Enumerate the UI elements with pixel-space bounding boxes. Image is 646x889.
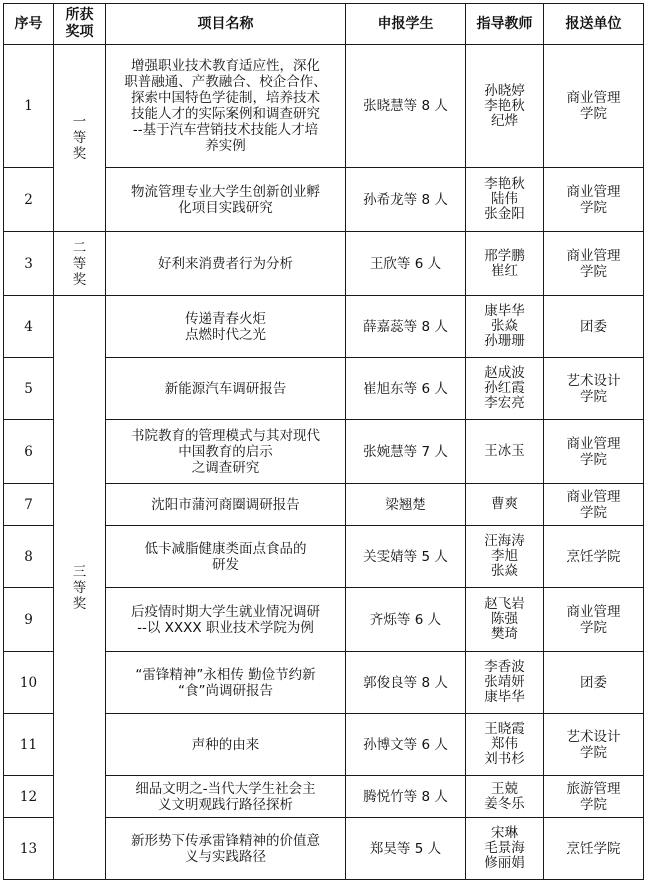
teacher-name: 姜冬乐 [484, 795, 525, 812]
row-number: 13 [4, 818, 54, 880]
unit-line: 旅游管理 [566, 780, 621, 797]
project-title-line: 低卡减脂健康类面点食品的 [144, 540, 307, 557]
unit-line: 学院 [580, 263, 607, 280]
submitting-unit [544, 45, 644, 168]
unit-line: 学院 [580, 106, 607, 122]
teacher-name: 李旭 [491, 548, 518, 564]
project-title-line: 点燃时代之光 [185, 326, 266, 343]
unit-line: 艺术设计 [566, 728, 621, 745]
header-students: 申报学生 [346, 4, 466, 45]
unit-line: 学院 [580, 451, 607, 468]
project-title-line: --基于汽车营销技术技能人才培 [132, 122, 319, 138]
header-seq: 序号 [4, 4, 54, 45]
project-title-line: “食”尚调研报告 [178, 682, 273, 699]
unit-line: 学院 [580, 504, 607, 521]
submitting-unit [544, 484, 644, 526]
row-number: 9 [4, 588, 54, 652]
students: 崔旭东等 6 人 [346, 358, 466, 420]
project-title [106, 652, 346, 714]
teacher-name: 李艳秋 [484, 97, 525, 114]
teacher-name: 赵成波 [484, 365, 525, 381]
project-title [106, 818, 346, 880]
row-number: 7 [4, 484, 54, 526]
teacher-name: 刘书杉 [484, 751, 525, 767]
students: 薛嘉蕊等 8 人 [346, 296, 466, 358]
project-title-line: 义文明观践行路径探析 [158, 796, 293, 813]
header-award-line-1: 所获 [65, 7, 94, 23]
project-title-line: 之调查研究 [191, 459, 260, 476]
teacher-name: 樊琦 [491, 626, 518, 642]
students: 王欣等 6 人 [346, 232, 466, 296]
project-title-line: 声种的由来 [191, 736, 260, 753]
teacher-name: 王晓霞 [484, 721, 525, 737]
award-char: 二 [72, 239, 87, 256]
submitting-unit [544, 652, 644, 714]
row-number: 1 [4, 45, 54, 168]
submitting-unit [544, 714, 644, 776]
project-title-line: 物流管理专业大学生创新创业孵 [131, 183, 320, 200]
teachers [466, 45, 544, 168]
teacher-name: 宋琳 [491, 825, 518, 841]
teachers [466, 168, 544, 232]
award-level-second [54, 232, 106, 296]
project-title-line: 好利来消费者行为分析 [158, 255, 293, 272]
submitting-unit [544, 168, 644, 232]
unit-line: 学院 [580, 744, 607, 761]
project-title-line: 后疫情时期大学生就业情况调研 [131, 603, 320, 620]
unit-line: 烹饪学院 [566, 548, 621, 565]
project-title-line: --以 XXXX 职业技术学院为例 [137, 619, 314, 636]
unit-line: 学院 [580, 619, 607, 636]
row-number: 12 [4, 776, 54, 818]
submitting-unit [544, 818, 644, 880]
teachers [466, 420, 544, 484]
teacher-name: 孙红霞 [484, 380, 525, 396]
project-title-line: “雷锋精神”永相传 勤俭节约新 [135, 666, 316, 683]
teacher-name: 邢学鹏 [484, 247, 525, 264]
project-title [106, 776, 346, 818]
teacher-name: 王冰玉 [484, 443, 525, 459]
submitting-unit [544, 296, 644, 358]
project-title [106, 714, 346, 776]
teacher-name: 王兢 [491, 780, 518, 797]
teacher-name: 郑伟 [491, 736, 518, 752]
teacher-name: 张焱 [491, 318, 518, 334]
teacher-name: 康毕华 [484, 689, 525, 705]
row-number: 4 [4, 296, 54, 358]
project-title-line: 新能源汽车调研报告 [164, 380, 287, 397]
teacher-name: 李宏亮 [484, 395, 525, 411]
awards-table [3, 3, 644, 880]
row-number: 5 [4, 358, 54, 420]
row-number: 8 [4, 526, 54, 588]
submitting-unit [544, 776, 644, 818]
project-title-line: 探索中国特色学徒制，培养技术 [131, 90, 320, 106]
teachers [466, 358, 544, 420]
students: 郑昊等 5 人 [346, 818, 466, 880]
teachers [466, 714, 544, 776]
unit-line: 团委 [580, 318, 607, 335]
header-award-line-2: 奖项 [65, 24, 94, 40]
unit-line: 商业管理 [566, 488, 621, 505]
unit-line: 商业管理 [566, 603, 621, 620]
award-char: 一 [72, 114, 87, 130]
teacher-name: 张靖妍 [484, 674, 525, 690]
award-char: 奖 [72, 595, 87, 612]
project-title-line: 增强职业技术教育适应性，深化 [131, 58, 320, 74]
students: 孙博文等 6 人 [346, 714, 466, 776]
project-title [106, 484, 346, 526]
unit-line: 艺术设计 [566, 372, 621, 389]
teachers [466, 652, 544, 714]
project-title-line: 书院教育的管理模式与其对现代 [131, 427, 320, 444]
teacher-name: 陈强 [491, 611, 518, 627]
unit-line: 团委 [580, 674, 607, 691]
project-title [106, 168, 346, 232]
teacher-name: 赵飞岩 [484, 596, 525, 612]
teachers [466, 818, 544, 880]
row-number: 10 [4, 652, 54, 714]
teachers [466, 232, 544, 296]
award-char: 奖 [72, 146, 87, 162]
award-level-first [54, 45, 106, 232]
project-title [106, 526, 346, 588]
unit-line: 学院 [580, 388, 607, 405]
project-title-line: 中国教育的启示 [178, 443, 273, 460]
teacher-name: 张金阳 [484, 206, 525, 222]
awards-table-body [4, 45, 644, 880]
award-level-third [54, 296, 106, 880]
submitting-unit [544, 232, 644, 296]
project-title-line: 义与实践路径 [185, 848, 266, 865]
unit-line: 商业管理 [566, 183, 621, 200]
table-row [4, 232, 644, 296]
project-title-line: 技能人才的实际案例和调查研究 [131, 106, 320, 122]
row-number: 6 [4, 420, 54, 484]
award-char: 等 [72, 255, 87, 272]
unit-line: 学院 [580, 199, 607, 216]
submitting-unit [544, 420, 644, 484]
teacher-name: 汪海涛 [484, 533, 525, 549]
teacher-name: 康毕华 [484, 303, 525, 319]
project-title-line: 传递青春火炬 [185, 310, 266, 327]
row-number: 11 [4, 714, 54, 776]
award-char: 三 [72, 563, 87, 580]
project-title [106, 45, 346, 168]
award-char: 等 [72, 579, 87, 596]
table-row [4, 296, 644, 358]
row-number: 2 [4, 168, 54, 232]
project-title-line: 沈阳市蒲河商圈调研报告 [151, 496, 300, 513]
header-row [4, 4, 644, 45]
submitting-unit [544, 526, 644, 588]
unit-line: 烹饪学院 [566, 840, 621, 857]
teachers [466, 776, 544, 818]
teachers [466, 296, 544, 358]
students: 腾悦竹等 8 人 [346, 776, 466, 818]
project-title-line: 研发 [212, 556, 239, 573]
project-title [106, 358, 346, 420]
unit-line: 商业管理 [566, 247, 621, 264]
project-title [106, 232, 346, 296]
table-row [4, 45, 644, 168]
teachers [466, 526, 544, 588]
project-title-line: 职普融通、产教融合、校企合作、 [124, 74, 327, 90]
teacher-name: 毛景海 [484, 840, 525, 856]
students: 孙希龙等 8 人 [346, 168, 466, 232]
students: 郭俊良等 8 人 [346, 652, 466, 714]
students: 齐烁等 6 人 [346, 588, 466, 652]
project-title-line: 细品文明之-当代大学生社会主 [135, 780, 316, 797]
project-title-line: 化项目实践研究 [178, 199, 273, 216]
unit-line: 商业管理 [566, 90, 621, 106]
award-char: 等 [72, 130, 87, 146]
row-number: 3 [4, 232, 54, 296]
header-project: 项目名称 [106, 4, 346, 45]
submitting-unit [544, 588, 644, 652]
unit-line: 学院 [580, 796, 607, 813]
students: 张晓慧等 8 人 [346, 45, 466, 168]
teacher-name: 李艳秋 [484, 176, 525, 192]
project-title-line: 新形势下传承雷锋精神的价值意 [131, 832, 320, 849]
teacher-name: 崔红 [491, 262, 518, 279]
project-title [106, 296, 346, 358]
header-unit: 报送单位 [544, 4, 644, 45]
teachers [466, 484, 544, 526]
submitting-unit [544, 358, 644, 420]
teachers [466, 588, 544, 652]
teacher-name: 张焱 [491, 563, 518, 579]
teacher-name: 孙珊珊 [484, 333, 525, 349]
teacher-name: 修丽娟 [484, 855, 525, 871]
award-char: 奖 [72, 271, 87, 288]
project-title [106, 420, 346, 484]
header-teacher: 指导教师 [466, 4, 544, 45]
project-title-line: 养实例 [205, 138, 246, 154]
teacher-name: 陆伟 [491, 191, 518, 207]
unit-line: 商业管理 [566, 435, 621, 452]
teacher-name: 纪烨 [491, 112, 518, 129]
students: 张婉慧等 7 人 [346, 420, 466, 484]
students: 关雯婧等 5 人 [346, 526, 466, 588]
students: 梁翘楚 [346, 484, 466, 526]
teacher-name: 李香波 [484, 659, 525, 675]
teacher-name: 孙晓婷 [484, 82, 525, 99]
project-title [106, 588, 346, 652]
teacher-name: 曹爽 [491, 496, 518, 512]
header-award [54, 4, 106, 45]
